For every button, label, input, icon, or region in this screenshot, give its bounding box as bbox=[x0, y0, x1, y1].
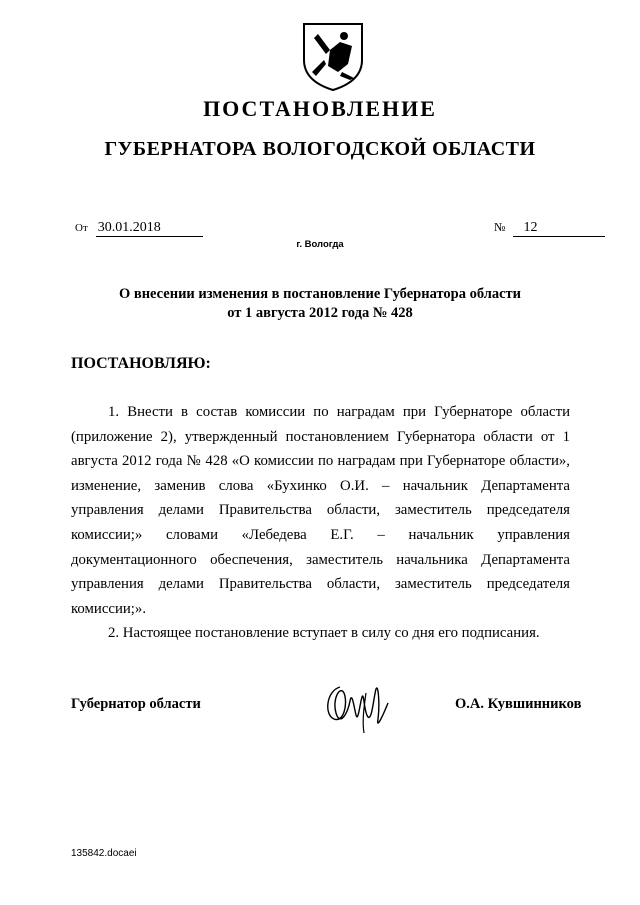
file-code: 135842.docaei bbox=[71, 848, 137, 859]
number-value: 12 bbox=[513, 220, 605, 237]
document-body bbox=[71, 400, 570, 646]
subject-line-2: от 1 августа 2012 года № 428 bbox=[227, 305, 413, 321]
date-prefix: От bbox=[75, 222, 88, 234]
number-prefix: № bbox=[494, 220, 506, 234]
city-label: г. Вологда bbox=[296, 239, 344, 250]
handwritten-signature-icon bbox=[318, 673, 398, 735]
document-title: ПОСТАНОВЛЕНИЕ bbox=[203, 96, 437, 121]
issuer-title: ГУБЕРНАТОРА ВОЛОГОДСКОЙ ОБЛАСТИ bbox=[104, 138, 536, 160]
date-field bbox=[75, 220, 203, 237]
date-value: 30.01.2018 bbox=[96, 220, 203, 237]
document-subject bbox=[0, 285, 640, 323]
signatory-name: О.А. Кувшинников bbox=[455, 696, 582, 712]
body-item-2: 2. Настоящее постановление вступает в силу со дня его подписания. bbox=[108, 625, 540, 642]
signatory-position: Губернатор области bbox=[71, 696, 201, 712]
decree-word: ПОСТАНОВЛЯЮ: bbox=[71, 355, 211, 372]
coat-of-arms-icon bbox=[300, 20, 366, 92]
body-item-1: 1. Внести в состав комиссии по наградам при Губернаторе области (приложение 2), утвержденный постановлением Губернатора области от 1 августа 2012 года № 428 «О комиссии по наградам при Губернаторе области», изменение, заменив слова «Бухинко О.И. – начальник Департамента управления делами Правительства области, заместитель председателя комиссии;» словами «Лебедева Е.Г. – начальник управления документационного обеспечения, заместитель начальника Департамента управления делами Правительства области, заместитель председателя комиссии;». bbox=[71, 404, 570, 617]
subject-line-1: О внесении изменения в постановление Губернатора области bbox=[118, 286, 522, 302]
number-field bbox=[494, 220, 605, 237]
